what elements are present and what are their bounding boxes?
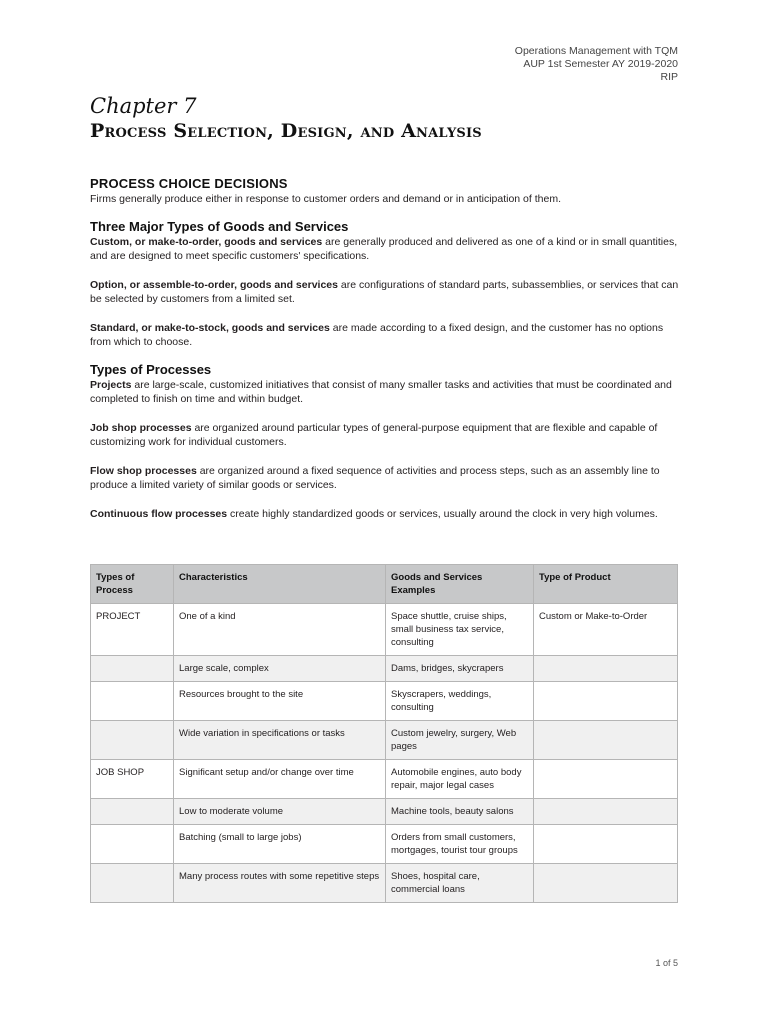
column-header: Goods and Services Examples — [386, 565, 534, 604]
table-cell — [534, 864, 678, 903]
author-initials: RIP — [660, 71, 678, 83]
table-cell — [534, 656, 678, 682]
table-cell — [91, 682, 174, 721]
table-cell: Resources brought to the site — [174, 682, 386, 721]
table-cell: Orders from small customers, mortgages, tourist tour groups — [386, 825, 534, 864]
table-cell: Significant setup and/or change over time — [174, 760, 386, 799]
table-cell — [534, 799, 678, 825]
table-row — [91, 825, 678, 864]
goods-type-paragraph: Standard, or make-to-stock, goods and services are made according to a fixed design, and the customer has no options from which to choose. — [90, 321, 664, 348]
table-cell: Large scale, complex — [174, 656, 386, 682]
table-cell: Automobile engines, auto body repair, major legal cases — [386, 760, 534, 799]
table-cell — [91, 721, 174, 760]
table-cell — [91, 799, 174, 825]
table-header-row — [91, 565, 678, 604]
page-number: 1 of 5 — [655, 958, 678, 968]
goods-types-heading: Three Major Types of Goods and Services — [90, 218, 349, 234]
process-types-table — [90, 564, 678, 903]
table-cell — [91, 656, 174, 682]
chapter-title: Process Selection, Design, and Analysis — [90, 120, 482, 142]
table-cell: Shoes, hospital care, commercial loans — [386, 864, 534, 903]
table-row — [91, 656, 678, 682]
column-header: Characteristics — [174, 565, 386, 604]
table-cell — [534, 721, 678, 760]
table-cell: Custom or Make-to-Order — [534, 604, 678, 656]
document-header — [515, 45, 678, 84]
course-title: Operations Management with TQM — [514, 45, 678, 57]
table-cell — [91, 825, 174, 864]
table-cell: Wide variation in specifications or tasks — [174, 721, 386, 760]
goods-type-paragraph: Custom, or make-to-order, goods and services are generally produced and delivered as one of a kind or in small quantities, and are designed to meet specific customers' specifications. — [90, 235, 678, 262]
column-header: Types of Process — [91, 565, 174, 604]
table-row — [91, 604, 678, 656]
table-cell: JOB SHOP — [91, 760, 174, 799]
section-intro: Firms generally produce either in response to customer orders and demand or in anticipation of them. — [90, 193, 561, 205]
table-cell: Many process routes with some repetitive steps — [174, 864, 386, 903]
table-row — [91, 721, 678, 760]
table-cell: Low to moderate volume — [174, 799, 386, 825]
table-cell — [534, 760, 678, 799]
column-header: Type of Product — [534, 565, 678, 604]
table-cell — [91, 864, 174, 903]
process-type-paragraph: Job shop processes are organized around particular types of general-purpose equipment that are flexible and capable of customizing work for individual customers. — [90, 421, 658, 448]
table-cell: Machine tools, beauty salons — [386, 799, 534, 825]
main-content — [90, 176, 680, 521]
table-cell — [534, 825, 678, 864]
table-cell: PROJECT — [91, 604, 174, 656]
section-title: PROCESS CHOICE DECISIONS — [90, 176, 288, 191]
process-type-paragraph: Flow shop processes are organized around a fixed sequence of activities and process steps, such as an assembly line to produce a limited variety of similar goods or services. — [90, 464, 660, 491]
table-row — [91, 864, 678, 903]
table-cell: Batching (small to large jobs) — [174, 825, 386, 864]
table-cell: Skyscrapers, weddings, consulting — [386, 682, 534, 721]
process-type-paragraph: Continuous flow processes create highly standardized goods or services, usually around the clock in very high volumes. — [90, 507, 658, 520]
table-cell: Space shuttle, cruise ships, small business tax service, consulting — [386, 604, 534, 656]
table-row — [91, 799, 678, 825]
goods-type-paragraph: Option, or assemble-to-order, goods and services are configurations of standard parts, subassemblies, or services that can be selected by customers from a limited set. — [90, 278, 679, 305]
process-type-paragraph: Projects are large-scale, customized initiatives that consist of many smaller tasks and activities that must be coordinated and completed to finish on time and within budget. — [90, 378, 672, 405]
table-cell: One of a kind — [174, 604, 386, 656]
table-cell — [534, 682, 678, 721]
table-cell: Custom jewelry, surgery, Web pages — [386, 721, 534, 760]
process-types-heading: Types of Processes — [90, 361, 212, 377]
table-row — [91, 760, 678, 799]
chapter-label: Chapter 7 — [90, 94, 197, 118]
table-cell: Dams, bridges, skycrapers — [386, 656, 534, 682]
table-row — [91, 682, 678, 721]
semester-label: AUP 1st Semester AY 2019-2020 — [523, 58, 678, 70]
